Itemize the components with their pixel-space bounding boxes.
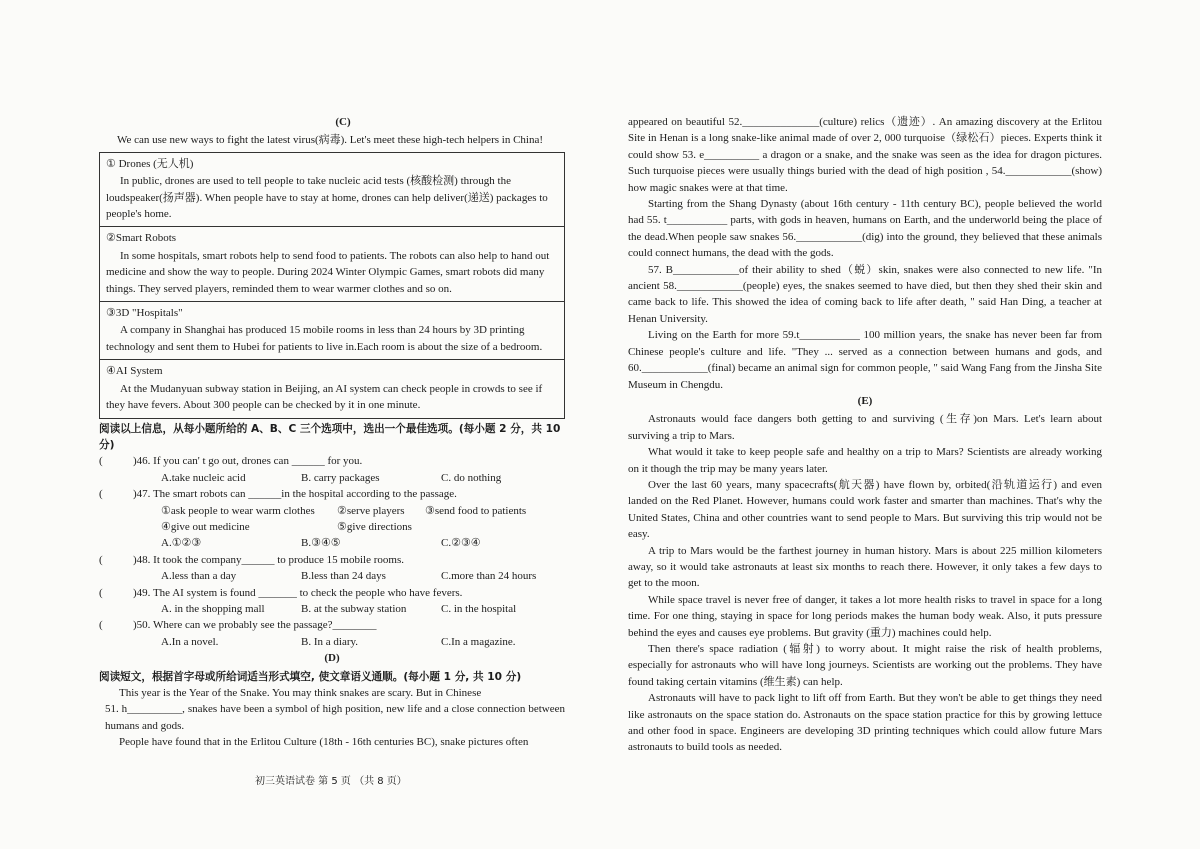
option-a: A.In a novel. (161, 635, 219, 648)
option-b: B.less than 24 days (301, 570, 386, 583)
passage-e-para: Over the last 60 years, many spacecrafts(航天器) have flown by, orbited(沿轨道运行) and even landed on the Red Planet. However, humans could work faster and smarter than machines. That's why the United States, China and other countries want to send people to Mars. But surviving this trip would not be easy. (628, 478, 1102, 541)
question-50 (99, 617, 565, 633)
sub-item: ②serve players (337, 504, 405, 517)
info-box-ai-system (99, 360, 565, 418)
question-stem: )49. The AI system is found _______ to check the people who have fevers. (133, 586, 463, 599)
options-46 (99, 470, 565, 486)
sub-items-47b (99, 519, 565, 535)
right-column (628, 114, 1102, 756)
passage-d-para: Living on the Earth for more 59.t___________ 100 million years, the snake has never been far from Chinese people's culture and life. "They ... served as a connection between humans and gods, and 60.____________(final) became an animal sign for common people, " said Wang Fang from the Jinsha Site Museum in Chengdu. (628, 329, 1102, 391)
answer-paren: ( (99, 586, 103, 599)
passage-d-para: Starting from the Shang Dynasty (about 16th century - 11th century BC), people believed the world had 55. t___________ parts, with gods in heaven, humans on Earth, and the underworld being the place of the dead.When people saw snakes 56.____________(dig) into the ground, they believed that these animals could connect humans, the dead with the gods. (628, 198, 1102, 260)
option-b: B. In a diary. (301, 635, 359, 648)
section-c-instruction: 阅读以上信息，从每小题所给的 A、B、C 三个选项中，选出一个最佳选项。(每小题 2 分，共 10 分) (99, 422, 561, 451)
box-title: ③3D "Hospitals" (106, 307, 183, 320)
box-text: A company in Shanghai has produced 15 mobile rooms in less than 24 hours by 3D printing technology and sent them to Hubei for patients to live in.Each room is about the size of a bedroom. (106, 324, 543, 353)
answer-paren: ( (99, 553, 103, 566)
section-c-intro: We can use new ways to fight the latest virus(病毒). Let's meet these high-tech helpers in China! (117, 134, 544, 147)
box-title: ① Drones (无人机) (106, 157, 194, 170)
question-stem: )50. Where can we probably see the passage?________ (133, 619, 377, 632)
section-d-heading: (D) (324, 652, 340, 665)
box-text: In public, drones are used to tell people to take nucleic acid tests (核酸检测) through the loudspeaker(扬声器). When people have to stay at home, drones can help deliver(递送) packages to people's home. (106, 175, 548, 221)
sub-item: ③send food to patients (425, 504, 527, 517)
section-c-heading: (C) (335, 116, 351, 128)
passage-e-para: What would it take to keep people safe and healthy on a trip to Mars? Scientists are already working on it though the trip may be many years later. (628, 446, 1102, 475)
answer-paren: ( (99, 619, 103, 632)
sub-item: ⑤give directions (337, 520, 412, 533)
passage-e-para: Astronauts will have to pack light to lift off from Earth. But they won't be able to get things they need like astronauts on the space station do. Astronauts on the space station practice for this by growing lettuce and other food in space. Engineers are developing 3D printing techniques which could allow future Mars astronauts to build tools as needed. (628, 692, 1102, 754)
info-box-drones (99, 152, 565, 228)
passage-d-para: 51. h__________, snakes have been a symbol of high position, new life and a close connection between humans and gods. (105, 703, 565, 732)
question-48 (99, 552, 565, 568)
passage-d-para: 57. B____________of their ability to shed（蜕）skin, snakes were also connected to new life. "In ancient 58.____________(people) eyes, the snakes seemed to have died, but then they shed their skin and came back to life. This showed the idea of coming back to life after death, " said Han Ding, a teacher at Henan University. (628, 263, 1102, 325)
section-e-heading: (E) (857, 394, 873, 407)
options-49 (99, 601, 565, 617)
option-b: B. carry packages (301, 471, 380, 484)
options-50 (99, 634, 565, 650)
box-text: In some hospitals, smart robots help to send food to patients. The robots can also help to hand out medicine and show the way to people. During 2024 Winter Olympic Games, smart robots did many things. They served players, reminded them to wear warmer clothes and so on. (106, 249, 550, 295)
question-47 (99, 486, 565, 502)
option-b: B. at the subway station (301, 602, 407, 615)
option-b: B.③④⑤ (301, 537, 341, 550)
passage-d-para: appeared on beautiful 52.______________(culture) relics（遗迹）. An amazing discovery at the Erlitou Site in Henan is a long snake-like animal made of over 2, 000 turquoise（绿松石）pieces. Experts think it could show 53. e__________ a dragon or a snake, and the snake was seen as the idea for dragon pictures. Such turquoise pieces were usually things buried with the dead of high position , 54.____________(show) how magic snakes were at that time. (628, 116, 1102, 194)
options-47 (99, 535, 565, 551)
info-box-3d-hospitals (99, 302, 565, 360)
passage-e-para: Then there's space radiation (辐射) to worry about. It might raise the risk of health problems, especially for astronauts who will have long journeys. Scientists are working out the problems. They have found taking certain vitamins (维生素) can help. (628, 643, 1102, 688)
question-stem: )46. If you can' t go out, drones can ______ for you. (133, 455, 363, 468)
option-a: A.less than a day (161, 570, 237, 583)
sub-item: ①ask people to wear warm clothes (161, 504, 315, 517)
passage-e-para: Astronauts would face dangers both getting to and surviving (生存)on Mars. Let's learn about surviving a trip to Mars. (628, 413, 1102, 442)
answer-paren: ( (99, 455, 103, 468)
options-48 (99, 568, 565, 584)
sub-item: ④give out medicine (161, 520, 250, 533)
passage-d-para: People have found that in the Erlitou Culture (18th - 16th centuries BC), snake pictures often (119, 736, 529, 749)
question-46 (99, 453, 565, 469)
option-a: A.①②③ (161, 537, 202, 550)
option-c: C.②③④ (441, 537, 481, 550)
section-d-instruction: 阅读短文，根据首字母或所给词适当形式填空, 使文章语义通顺。(每小题 1 分, 共 10 分) (99, 670, 522, 683)
info-box-robots (99, 227, 565, 302)
question-49 (99, 585, 565, 601)
option-c: C. do nothing (441, 471, 502, 484)
answer-paren: ( (99, 488, 103, 501)
option-c: C.more than 24 hours (441, 570, 537, 583)
passage-e-para: While space travel is never free of danger, it takes a lot more health risks to travel in space for a long time. For one thing, staying in space for long periods makes the human body weak. Also, it puts pressure behind the eyes and causes eye problems. But gravity (重力) machines could help. (628, 593, 1102, 639)
page-footer: 初三英语试卷 第 5 页 （共 8 页） (255, 776, 407, 787)
left-column (99, 114, 565, 751)
option-a: A.take nucleic acid (161, 471, 246, 484)
question-stem: )47. The smart robots can ______in the hospital according to the passage. (133, 488, 457, 501)
box-text: At the Mudanyuan subway station in Beijing, an AI system can check people in crowds to see if they have fevers. About 300 people can be checked by it in one minute. (106, 382, 543, 412)
sub-items-47a (99, 503, 565, 519)
option-c: C.In a magazine. (441, 635, 516, 648)
box-title: ④AI System (106, 365, 163, 378)
box-title: ②Smart Robots (106, 232, 177, 245)
question-stem: )48. It took the company______ to produce 15 mobile rooms. (133, 553, 404, 566)
passage-e-para: A trip to Mars would be the farthest journey in human history. Mars is about 225 million kilometers away, so it would take astronauts at least six months to reach there. However, it only takes a few days to get to the moon. (628, 544, 1102, 590)
option-c: C. in the hospital (441, 602, 517, 615)
option-a: A. in the shopping mall (161, 602, 265, 615)
passage-d-para: This year is the Year of the Snake. You may think snakes are scary. But in Chinese (119, 687, 482, 699)
